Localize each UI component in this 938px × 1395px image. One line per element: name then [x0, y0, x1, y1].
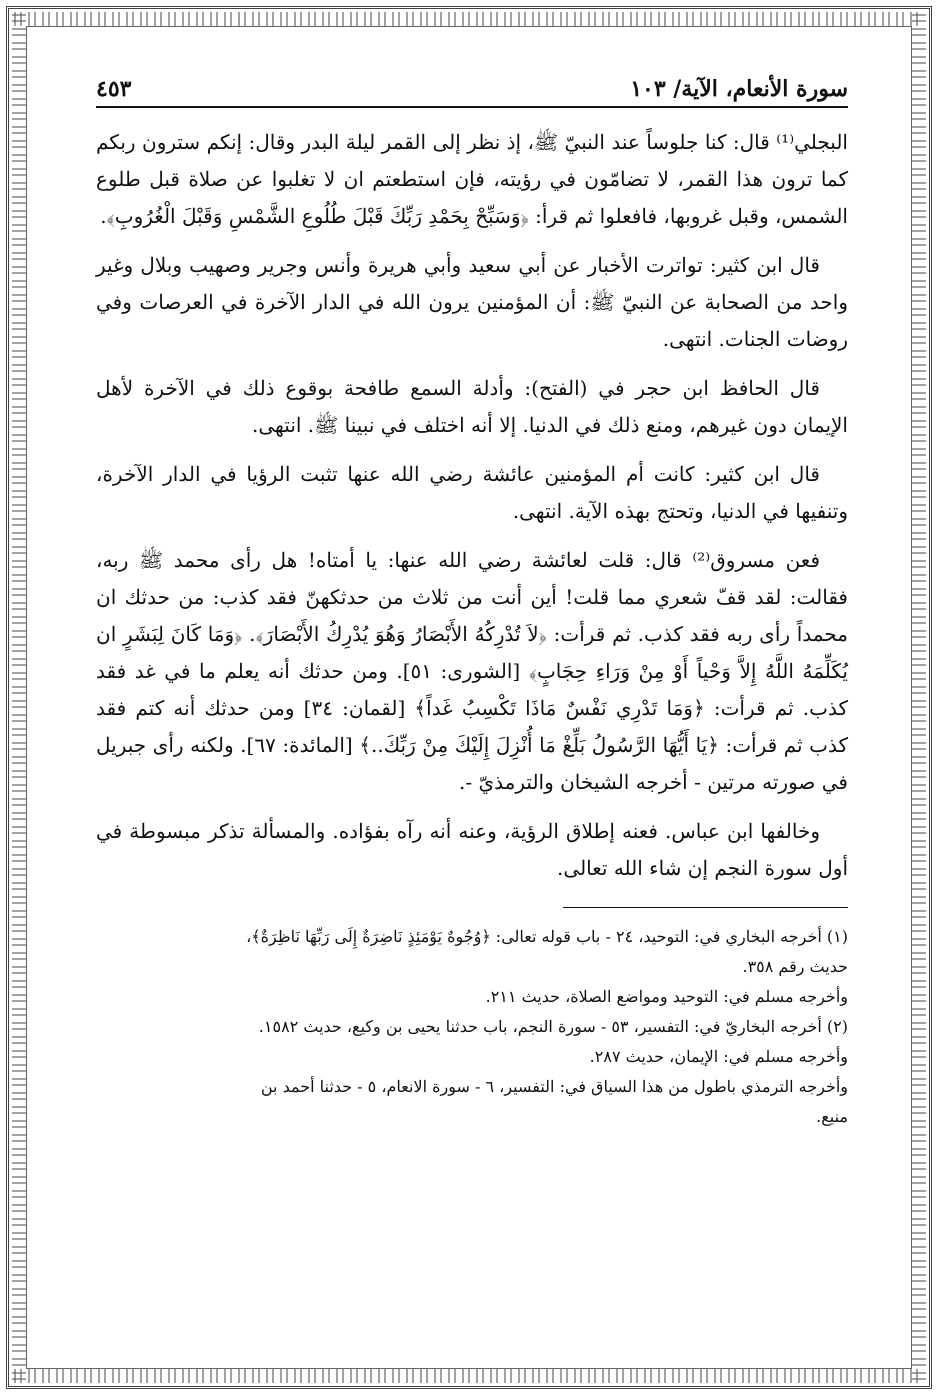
ornamental-border-top: [14, 12, 924, 26]
footnote-line: وأخرجه مسلم في: التوحيد ومواضع الصلاة، حديث ٢١١.: [485, 987, 848, 1006]
paragraph: قال ابن كثير: تواترت الأخبار عن أبي سعيد وأبي هريرة وأنس وجرير وصهيب وبلال وغير واحد من الصحابة عن النبيّ ﷺ: أن المؤمنين يرون الله في الدار الآخرة في العرصات وفي روضات الجنات. انتهى.: [96, 253, 848, 351]
footnote-text: أخرجه البخاريّ في: التفسير، ٥٣ - سورة النجم، باب حدثنا يحيى بن وكيع، حديث ١٥٨٢.: [258, 1017, 822, 1036]
paragraph: قال ابن كثير: كانت أم المؤمنين عائشة رضي الله عنها تثبت الرؤيا في الدار الآخرة، وتنفيها في الدنيا، وتحتج بهذه الآية. انتهى.: [96, 462, 848, 523]
footnote-line: [96, 1012, 848, 1042]
ornamental-border-right: [912, 14, 926, 1381]
footnote-line: وأخرجه الترمذي باطول من هذا السياق في: التفسير، ٦ - سورة الانعام، ٥ - حدثنا أحمد بن: [260, 1077, 848, 1096]
footnote-number: (١): [826, 927, 848, 946]
footnote-separator: [563, 907, 848, 908]
main-text: [96, 124, 848, 887]
paragraph: فعن مسروق⁽²⁾ قال: قلت لعائشة رضي الله عنها: يا أمتاه! هل رأى محمد ﷺ ربه، فقالت: لقد قفّ شعري مما قلت! أين أنت من ثلاث من حدثكهنّ فقد كذب: من حدثك ان محمداً رأى ربه فقد كذب. ثم قرأت: ﴿لاَ تُدْرِكُهُ الأَبْصَارُ وَهُوَ يُدْرِكُ الأَبْصَارَ﴾. ﴿وَمَا كَانَ لِبَشَرٍ ان يُكَلِّمَهُ اللَّهُ إِلاَّ وَحْياً أَوْ مِنْ وَرَاءِ حِجَابٍ﴾ [الشورى: ٥١]. ومن حدثك أنه يعلم ما في غد فقد كذب. ثم قرأت: ﴿وَمَا تَدْرِي نَفْسٌ مَاذَا تَكْسِبُ غَداً﴾ [لقمان: ٣٤] ومن حدثك أنه كتم فقد كذب ثم قرأت: ﴿يَا أَيُّهَا الرَّسُولُ بَلِّغْ مَا أُنْزِلَ إِلَيْكَ مِنْ رَبِّكَ..﴾ [المائدة: ٦٧]. ولكنه رأى جبريل في صورته مرتين - أخرجه الشيخان والترمذيّ -.: [96, 548, 849, 794]
paragraph: قال الحافظ ابن حجر في (الفتح): وأدلة السمع طافحة بوقوع ذلك في الآخرة لأهل الإيمان دون غيرهم، ومنع ذلك في الدنيا. إلا أنه اختلف في نبينا ﷺ. انتهى.: [96, 376, 848, 437]
footnote-text: أخرجه البخاري في: التوحيد، ٢٤ - باب قوله تعالى: ﴿وُجُوهٌ يَوْمَئِذٍ نَاضِرَةٌ إِلَى رَبِّهَا نَاظِرَةٌ﴾،: [246, 927, 822, 946]
footnote-line: حديث رقم ٣٥٨.: [742, 957, 848, 976]
page-content: [96, 62, 848, 1132]
running-header: [96, 62, 848, 108]
footnote-line: وأخرجه مسلم في: الإيمان، حديث ٢٨٧.: [589, 1047, 848, 1066]
footnote-line: منيع.: [816, 1107, 848, 1126]
header-title: سورة الأنعام، الآية/ ١٠٣: [630, 76, 848, 102]
footnote-line: [96, 922, 848, 952]
ornamental-border-left: [12, 14, 26, 1381]
paragraph: وخالفها ابن عباس. فعنه إطلاق الرؤية، وعنه أنه رآه بفؤاده. والمسألة تذكر مبسوطة في أول سورة النجم إن شاء الله تعالى.: [96, 819, 848, 880]
footnote-number: (٢): [826, 1017, 848, 1036]
page-number: ٤٥٣: [96, 76, 132, 102]
ornamental-border-bottom: [14, 1369, 924, 1383]
paragraph: البجلي⁽¹⁾ قال: كنا جلوساً عند النبيّ ﷺ، إذ نظر إلى القمر ليلة البدر وقال: إنكم سترون ربكم كما ترون هذا القمر، لا تضامّون في رؤيته، فإن استطعتم ان لا تغلبوا عن صلاة قبل طلوع الشمس، وقبل غروبها، فافعلوا ثم قرأ: ﴿وَسَبِّحْ بِحَمْدِ رَبِّكَ قَبْلَ طُلُوعِ الشَّمْسِ وَقَبْلَ الْغُرُوبِ﴾.: [96, 130, 848, 228]
footnotes: [96, 922, 848, 1132]
